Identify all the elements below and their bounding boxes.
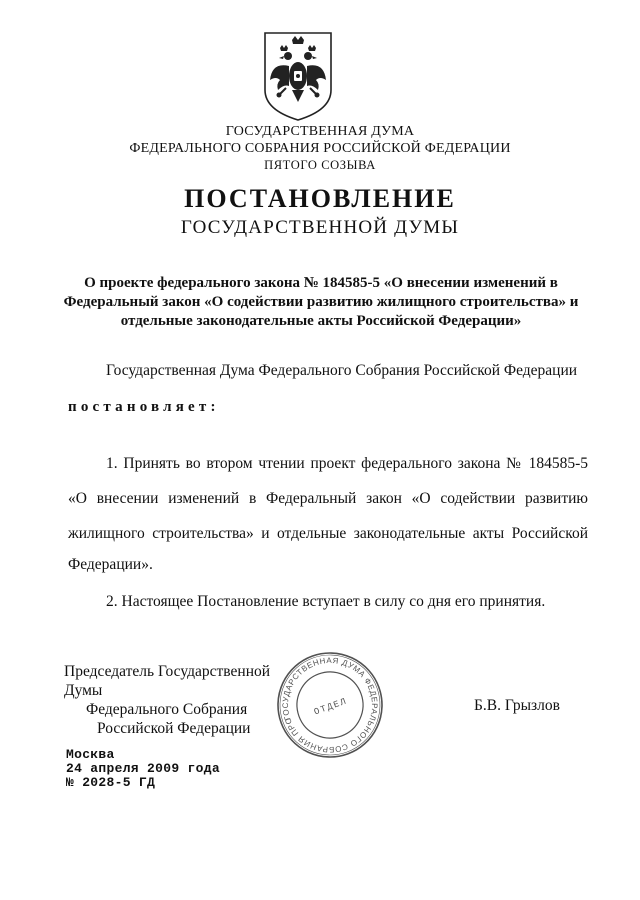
stamp-ring-text: ГОСУДАРСТВЕННАЯ ДУМА ФЕДЕРАЛЬНОГО СОБРАНИЯ ПРОТОКОЛЬНЫЙ [280, 655, 380, 755]
signatory-position-line: Российской Федерации [97, 720, 251, 737]
document-title-line: отдельные законодательные акты Российской Федерации» [120, 313, 522, 329]
city: Москва [66, 747, 115, 762]
date: 24 апреля 2009 года [66, 761, 220, 776]
signatory-position-line: Председатель Государственной Думы [64, 663, 271, 699]
stamp-center-text: ОТДЕЛ [312, 696, 349, 718]
document-issuer-heading: ГОСУДАРСТВЕННОЙ ДУМЫ [180, 217, 460, 238]
item-2: 2. Настоящее Постановление вступает в силу со дня его принятия. [106, 593, 546, 610]
document-number: № 2028-5 ГД [66, 775, 156, 790]
document-type-heading: ПОСТАНОВЛЕНИЕ [184, 184, 456, 213]
preamble: Государственная Дума Федерального Собрания Российской Федерации [106, 362, 578, 379]
header-parliament: ФЕДЕРАЛЬНОГО СОБРАНИЯ РОССИЙСКОЙ ФЕДЕРАЦИИ [129, 141, 511, 156]
resolves-word: постановляет: [68, 399, 220, 415]
item-1-line: жилищного строительства» и отдельные законодательные акты Российской [68, 525, 588, 542]
signatory-position [64, 662, 304, 738]
item-1-line: Федерации». [68, 556, 153, 573]
document-title-line: Федеральный закон «О содействии развитию жилищного строительства» и [63, 294, 579, 310]
document-title [60, 274, 582, 331]
signatory-name: Б.В. Грызлов [474, 697, 560, 714]
signatory-position-line: Федерального Собрания [86, 701, 248, 718]
header-convocation: ПЯТОГО СОЗЫВА [264, 158, 376, 172]
place-date-number [66, 748, 220, 790]
russian-coat-of-arms-emblem [262, 30, 334, 122]
protocol-office-stamp [270, 650, 390, 760]
document-title-line: О проекте федерального закона № 184585-5 «О внесении изменений в [84, 275, 558, 291]
item-1-line: «О внесении изменений в Федеральный закон «О содействии развитию [68, 490, 588, 507]
item-1-line: 1. Принять во втором чтении проект федерального закона № 184585-5 [106, 455, 588, 472]
header-institution: ГОСУДАРСТВЕННАЯ ДУМА [225, 124, 415, 139]
